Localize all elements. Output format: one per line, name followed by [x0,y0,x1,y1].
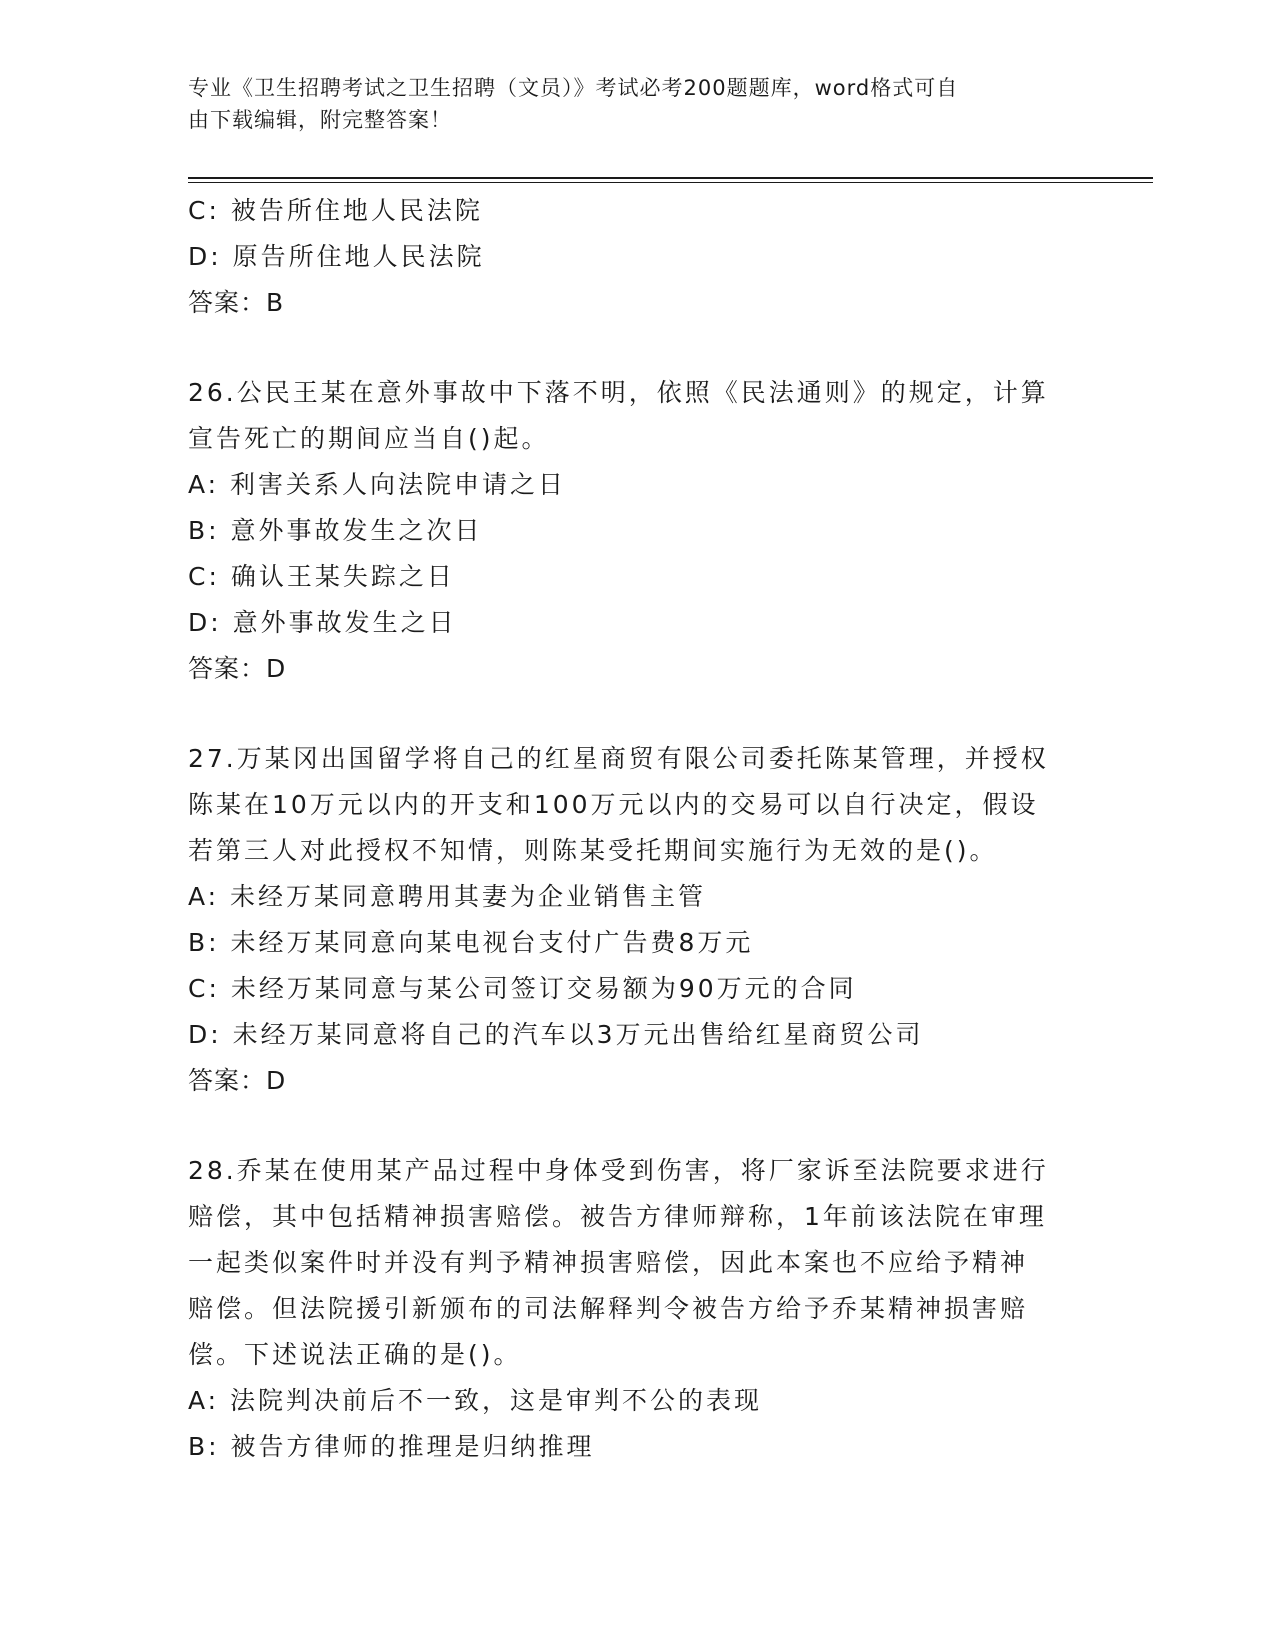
option-c: C: 未经万某同意与某公司签订交易额为90万元的合同 [188,974,857,1003]
option-a: A: 未经万某同意聘用其妻为企业销售主管 [188,882,707,911]
option-b: B: 未经万某同意向某电视台支付广告费8万元 [188,928,754,957]
question-28 [188,1148,1088,1470]
option-d: D: 意外事故发生之日 [188,608,457,637]
question-27 [188,736,1088,1104]
option-d: D: 未经万某同意将自己的汽车以3万元出售给红星商贸公司 [188,1020,924,1049]
document-header [188,72,1068,136]
header-line-1: 专业《卫生招聘考试之卫生招聘（文员）》考试必考200题题库，word格式可自 [188,76,959,100]
question-list [188,188,1088,1470]
answer-line: 答案：D [188,654,287,683]
question-stem-line: 一起类似案件时并没有判予精神损害赔偿，因此本案也不应给予精神 [188,1248,1029,1277]
question-stem-line: 28.乔某在使用某产品过程中身体受到伤害，将厂家诉至法院要求进行 [188,1156,1049,1185]
spacer [188,326,1088,370]
spacer [188,692,1088,736]
question-stem-line: 宣告死亡的期间应当自()起。 [188,424,550,453]
header-divider-thin [188,182,1153,183]
option-b: B: 意外事故发生之次日 [188,516,483,545]
question-stem-line: 26.公民王某在意外事故中下落不明，依照《民法通则》的规定，计算 [188,378,1049,407]
question-25-tail [188,188,1088,326]
header-divider-thick [188,177,1153,179]
answer-line: 答案：D [188,1066,287,1095]
question-stem-line: 赔偿，其中包括精神损害赔偿。被告方律师辩称，1年前该法院在审理 [188,1202,1047,1231]
option-d: D: 原告所住地人民法院 [188,242,485,271]
option-c: C: 被告所住地人民法院 [188,196,483,225]
option-a: A: 利害关系人向法院申请之日 [188,470,567,499]
header-line-2: 由下载编辑，附完整答案！ [188,108,452,132]
option-a: A: 法院判决前后不一致，这是审判不公的表现 [188,1386,763,1415]
option-c: C: 确认王某失踪之日 [188,562,455,591]
question-stem-line: 若第三人对此授权不知情，则陈某受托期间实施行为无效的是()。 [188,836,998,865]
question-stem-line: 27.万某冈出国留学将自己的红星商贸有限公司委托陈某管理，并授权 [188,744,1049,773]
question-stem-line: 偿。下述说法正确的是()。 [188,1340,522,1369]
question-stem-line: 陈某在10万元以内的开支和100万元以内的交易可以自行决定，假设 [188,790,1039,819]
question-26 [188,370,1088,692]
option-b: B: 被告方律师的推理是归纳推理 [188,1432,595,1461]
spacer [188,1104,1088,1148]
question-stem-line: 赔偿。但法院援引新颁布的司法解释判令被告方给予乔某精神损害赔 [188,1294,1029,1323]
answer-line: 答案：B [188,288,285,317]
